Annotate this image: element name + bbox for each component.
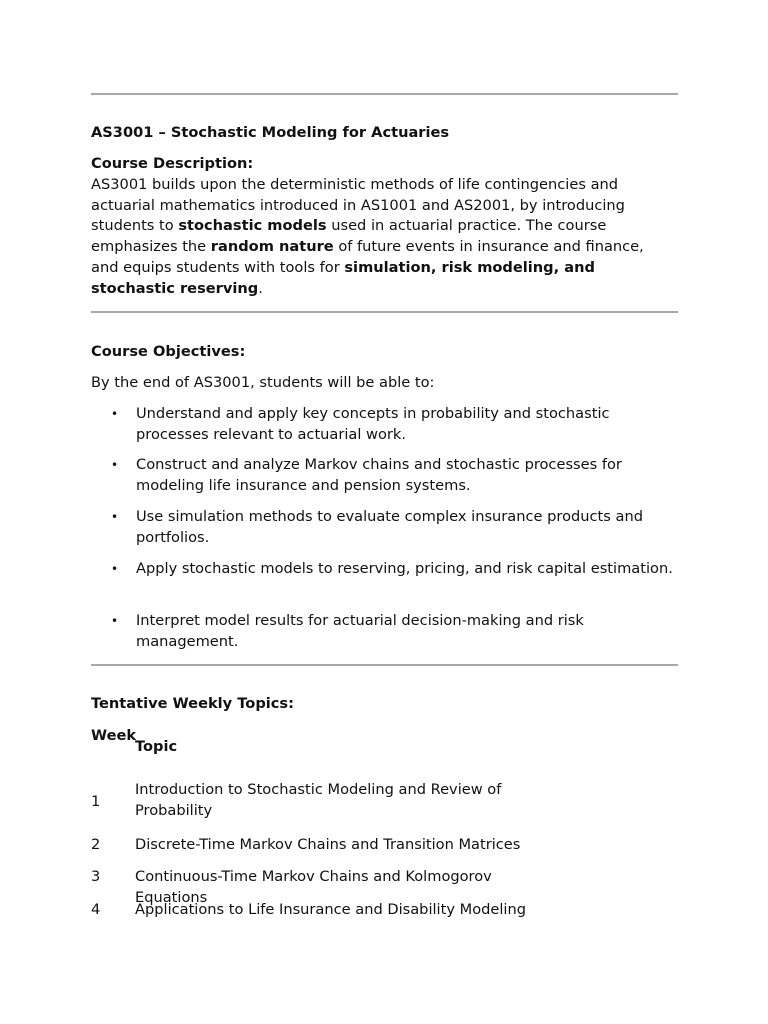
objective-text: Construct and analyze Markov chains and stochastic processes for modeling life insurance and pension systems. [136, 456, 622, 494]
description-emphasis: simulation, risk modeling, and stochastic reserving [91, 258, 595, 297]
bullet-icon: • [111, 614, 119, 628]
divider [91, 664, 678, 666]
table-cell-week: 3 [91, 868, 101, 885]
table-cell-topic: Introduction to Stochastic Modeling and Review of Probability [135, 781, 502, 819]
bullet-icon: • [111, 510, 119, 524]
objectives-heading: Course Objectives: [91, 343, 246, 360]
table-header-topic: Topic [135, 738, 178, 755]
description-text: used in actuarial practice. The course emphasizes the [91, 217, 607, 256]
table-header-week: Week [91, 727, 137, 744]
table-cell-topic: Applications to Life Insurance and Disability Modeling [135, 901, 526, 918]
table-cell-week: 1 [91, 793, 101, 810]
objectives-intro: By the end of AS3001, students will be able to: [91, 374, 435, 391]
description-emphasis: random nature [210, 238, 334, 256]
table-cell-week: 2 [91, 836, 101, 853]
topics-heading: Tentative Weekly Topics: [91, 695, 294, 712]
description-text: AS3001 builds upon the deterministic methods of life contingencies and actuarial mathematics introduced in AS1001 and AS2001, by introducing students to [91, 176, 625, 235]
table-cell-topic: Discrete-Time Markov Chains and Transition Matrices [135, 836, 521, 853]
divider [91, 311, 678, 313]
course-title: AS3001 – Stochastic Modeling for Actuaries [91, 124, 450, 141]
objective-text: Understand and apply key concepts in probability and stochastic processes relevant to actuarial work. [136, 405, 610, 443]
bullet-icon: • [111, 407, 119, 421]
description-heading: Course Description: [91, 155, 254, 172]
bullet-icon: • [111, 562, 119, 576]
bullet-icon: • [111, 458, 119, 472]
description-emphasis: stochastic models [178, 217, 327, 235]
objective-text: Apply stochastic models to reserving, pricing, and risk capital estimation. [136, 560, 673, 577]
objective-text: Use simulation methods to evaluate complex insurance products and portfolios. [136, 508, 643, 546]
description-text: . [258, 279, 263, 297]
description-text: of future events in insurance and finance, and equips students with tools for [91, 238, 644, 276]
divider [91, 93, 678, 95]
table-cell-topic: Continuous-Time Markov Chains and Kolmogorov Equations [135, 868, 492, 906]
description-paragraph [91, 175, 666, 299]
table-cell-week: 4 [91, 901, 101, 918]
objective-text: Interpret model results for actuarial decision-making and risk management. [136, 612, 584, 650]
